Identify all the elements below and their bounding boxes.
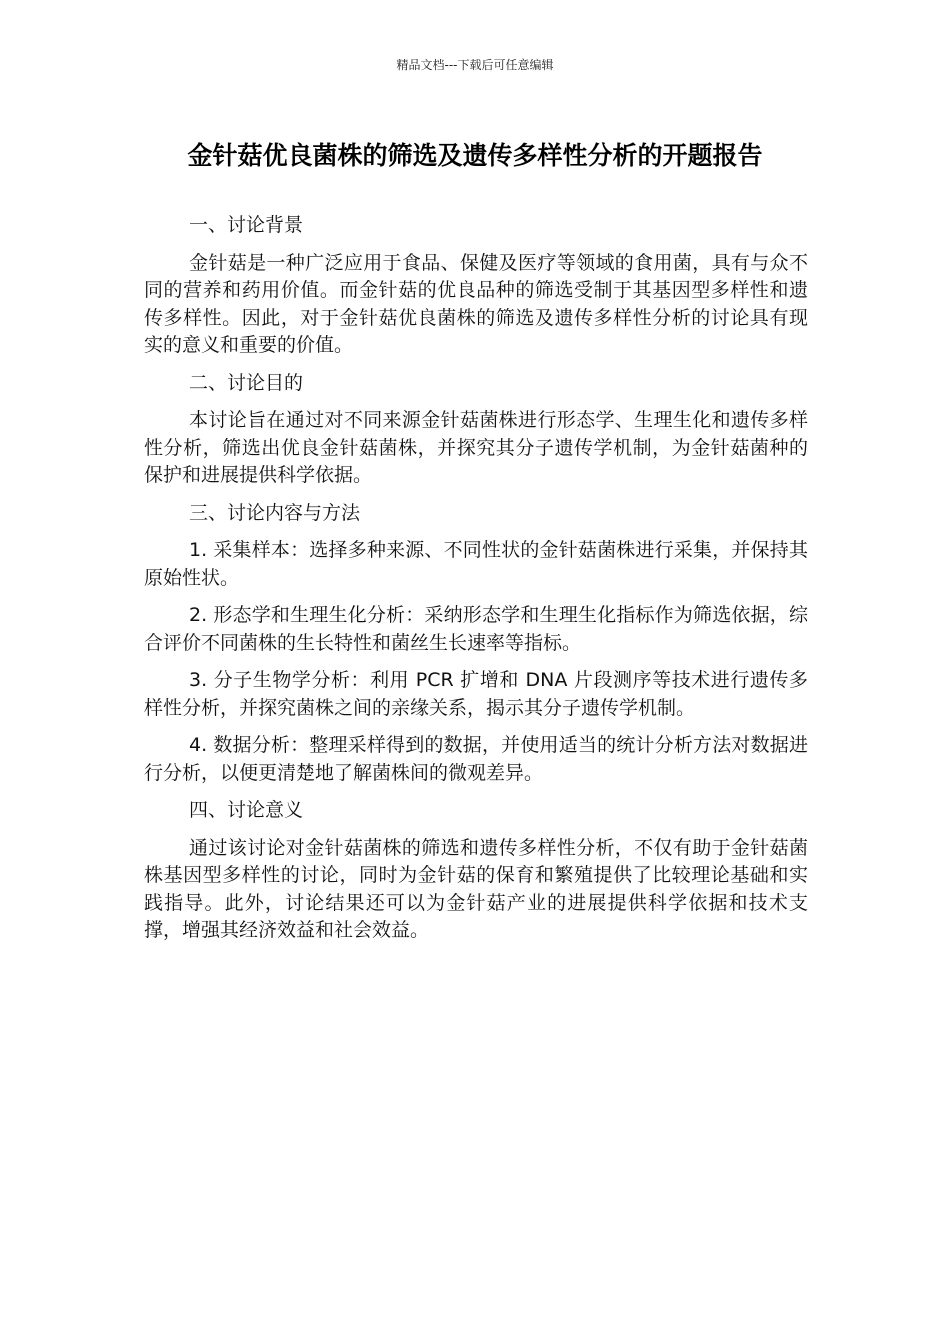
section-heading-purpose: 二、讨论目的 [189, 371, 304, 394]
page-header: 精品文档---下载后可任意编辑 [396, 58, 554, 72]
section-heading-significance: 四、讨论意义 [189, 799, 304, 821]
paragraph-significance: 通过该讨论对金针菇菌株的筛选和遗传多样性分析，不仅有助于金针菇菌株基因型多样性的讨论，同时为金针菇的保育和繁殖提供了比较理论基础和实践指导。此外，讨论结果还可以为金针菇产业的进展提供科学依据和技术支撑，增强其经济效益和社会效益。 [144, 836, 808, 941]
document-body [144, 212, 808, 955]
section-heading-background: 一、讨论背景 [189, 214, 304, 236]
paragraph-method-molecular: 3. 分子生物学分析：利用 PCR 扩增和 DNA 片段测序等技术进行遗传多样性分析，并探究菌株之间的亲缘关系，揭示其分子遗传学机制。 [144, 669, 808, 719]
paragraph-background: 金针菇是一种广泛应用于食品、保健及医疗等领域的食用菌，具有与众不同的营养和药用价值。而金针菇的优良品种的筛选受制于其基因型多样性和遗传多样性。因此，对于金针菇优良菌株的筛选及遗传多样性分析的讨论具有现实的意义和重要的价值。 [144, 251, 808, 356]
paragraph-method-morphology: 2. 形态学和生理生化分析：采纳形态学和生理生化指标作为筛选依据，综合评价不同菌株的生长特性和菌丝生长速率等指标。 [144, 604, 808, 654]
document-title: 金针菇优良菌株的筛选及遗传多样性分析的开题报告 [187, 141, 763, 170]
paragraph-method-data-analysis: 4. 数据分析：整理采样得到的数据，并使用适当的统计分析方法对数据进行分析，以便更清楚地了解菌株间的微观差异。 [144, 734, 808, 784]
section-heading-methods: 三、讨论内容与方法 [189, 501, 361, 524]
paragraph-method-sampling: 1. 采集样本：选择多种来源、不同性状的金针菇菌株进行采集，并保持其原始性状。 [144, 539, 808, 589]
paragraph-purpose: 本讨论旨在通过对不同来源金针菇菌株进行形态学、生理生化和遗传多样性分析，筛选出优良金针菇菌株，并探究其分子遗传学机制，为金针菇菌种的保护和进展提供科学依据。 [144, 409, 808, 486]
